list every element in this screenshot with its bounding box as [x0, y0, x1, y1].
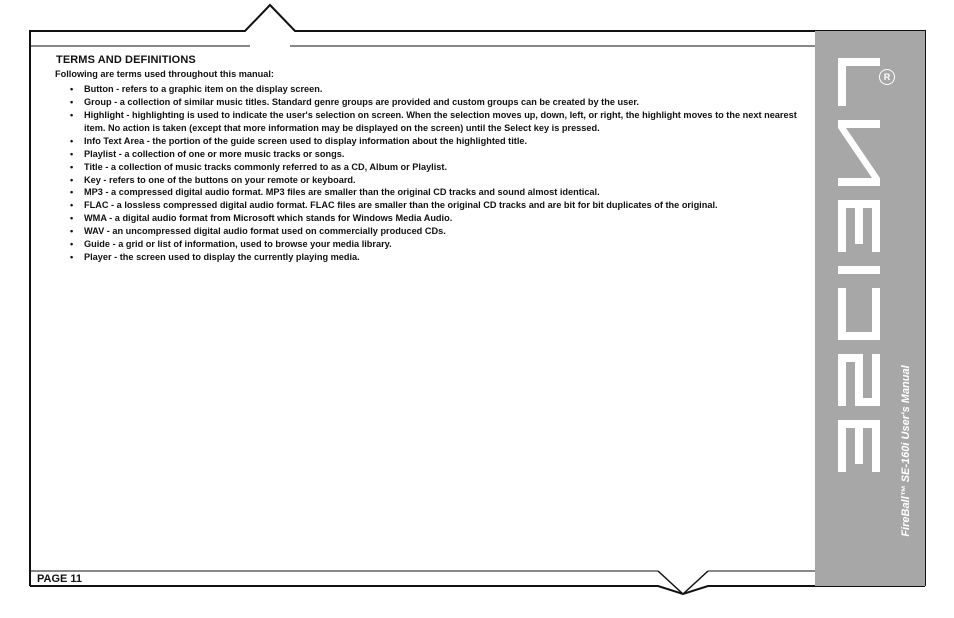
term-text: Highlight - highlighting is used to indicate the user's selection on screen. When the selection moves up, down, left, or right, the highlight moves to the next nearest item. No action is taken (except that more information may be displayed on the screen) until the Select key is pressed.	[84, 109, 797, 133]
list-item	[56, 212, 806, 225]
list-item	[56, 186, 806, 199]
term-text: Playlist - a collection of one or more music tracks or songs.	[84, 148, 345, 159]
term-text: MP3 - a compressed digital audio format. MP3 files are smaller than the original CD tracks and sound almost identical.	[84, 187, 600, 198]
bullet-icon: •	[70, 187, 74, 198]
term-text: FLAC - a lossless compressed digital audio format. FLAC files are smaller than the original CD tracks and are bit for bit duplicates of the original.	[84, 200, 718, 211]
bottom-notch	[658, 571, 708, 594]
terms-list	[56, 83, 806, 264]
list-item	[56, 161, 806, 174]
term-text: WMA - a digital audio format from Microsoft which stands for Windows Media Audio.	[84, 213, 453, 224]
list-item	[56, 148, 806, 161]
section-heading: TERMS AND DEFINITIONS	[56, 54, 196, 66]
list-item	[56, 135, 806, 148]
bullet-icon: •	[70, 109, 74, 120]
bullet-icon: •	[70, 226, 74, 237]
list-item	[56, 251, 806, 264]
term-text: Button - refers to a graphic item on the display screen.	[84, 84, 323, 94]
intro-text: Following are terms used throughout this manual:	[55, 69, 274, 79]
list-item	[56, 174, 806, 187]
term-text: Info Text Area - the portion of the guide screen used to display information about the highlighted title.	[84, 135, 528, 146]
escient-logo	[838, 58, 888, 563]
bottom-border	[30, 586, 925, 594]
bullet-icon: •	[70, 239, 74, 250]
term-text: Guide - a grid or list of information, used to browse your media library.	[84, 239, 392, 250]
list-item	[56, 96, 806, 109]
bullet-icon: •	[70, 96, 74, 107]
manual-title: FireBall™ SE-160i User's Manual	[900, 365, 912, 537]
bullet-icon: •	[70, 174, 74, 185]
list-item	[56, 225, 806, 238]
registered-mark-icon: R	[879, 69, 895, 85]
bullet-icon: •	[70, 148, 74, 159]
list-item	[56, 83, 806, 96]
bullet-icon: •	[70, 135, 74, 146]
list-item	[56, 199, 806, 212]
term-text: Title - a collection of music tracks commonly referred to as a CD, Album or Playlist.	[84, 161, 448, 172]
term-text: Group - a collection of similar music titles. Standard genre groups are provided and custom groups can be created by the user.	[84, 96, 639, 107]
term-text: WAV - an uncompressed digital audio format used on commercially produced CDs.	[84, 226, 446, 237]
bullet-icon: •	[70, 213, 74, 224]
bullet-icon: •	[70, 200, 74, 211]
page-number: PAGE 11	[37, 573, 83, 585]
list-item	[56, 238, 806, 251]
term-text: Player - the screen used to display the currently playing media.	[84, 252, 360, 263]
bullet-icon: •	[70, 252, 74, 263]
list-item	[56, 109, 806, 134]
document-body	[56, 54, 806, 264]
bullet-icon: •	[70, 84, 74, 94]
bullet-icon: •	[70, 161, 74, 172]
term-text: Key - refers to one of the buttons on your remote or keyboard.	[84, 174, 356, 185]
